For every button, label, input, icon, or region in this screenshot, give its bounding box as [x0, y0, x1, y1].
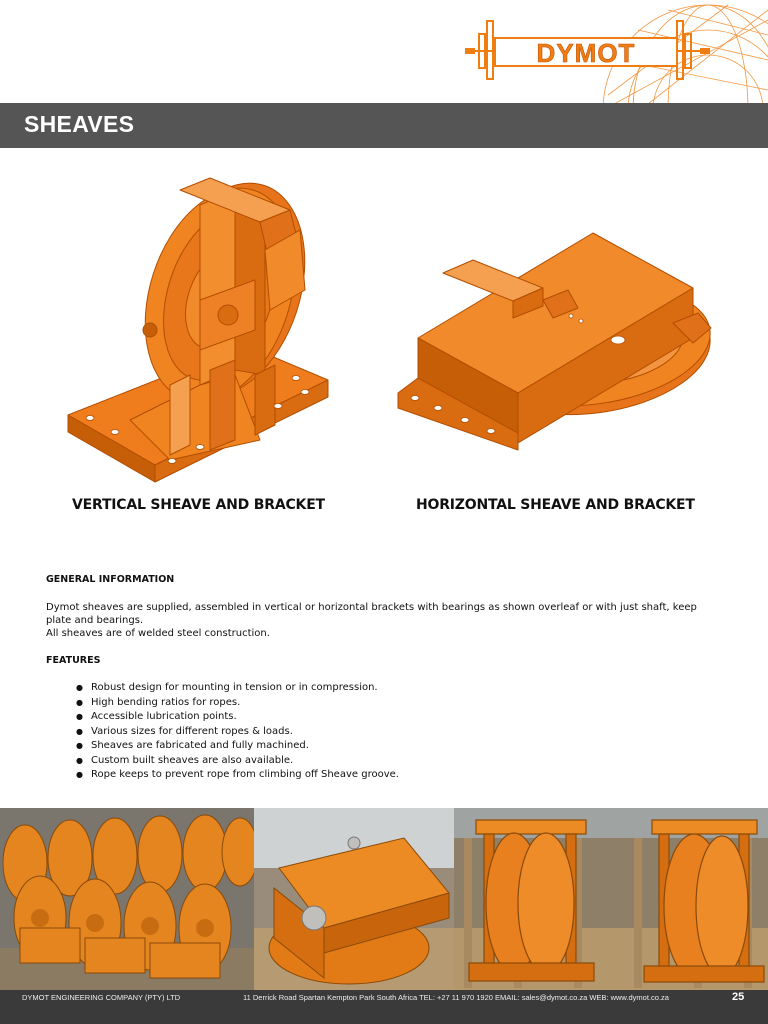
general-information-heading: GENERAL INFORMATION	[46, 574, 175, 585]
feature-item: ● Custom built sheaves are also available.	[76, 754, 399, 769]
general-line-3: All sheaves are of welded steel construction.	[46, 628, 270, 639]
logo-text: DYMOT	[536, 38, 636, 68]
footer-contact: 11 Derrick Road Spartan Kempton Park South Africa TEL: +27 11 970 1920 EMAIL: sales@dymot.co.za WEB: www.dymot.co.za	[243, 993, 669, 1002]
photo-vertical-sheaves-stack	[0, 808, 254, 990]
page-number: 25	[732, 991, 745, 1003]
features-heading: FEATURES	[46, 655, 101, 666]
vertical-sheave-illustration	[60, 170, 335, 485]
features-list	[76, 681, 399, 783]
vertical-sheave-caption: VERTICAL SHEAVE AND BRACKET	[72, 497, 325, 513]
feature-item: ● High bending ratios for ropes.	[76, 696, 399, 711]
photo-twin-vertical-sheaves	[454, 808, 768, 990]
horizontal-sheave-illustration	[393, 228, 718, 456]
feature-item: ● Sheaves are fabricated and fully machined.	[76, 739, 399, 754]
horizontal-sheave-caption: HORIZONTAL SHEAVE AND BRACKET	[416, 497, 695, 513]
dymot-logo	[465, 16, 710, 86]
general-line-2: plate and bearings.	[46, 615, 144, 626]
section-title-bar	[0, 103, 768, 148]
feature-item: ● Robust design for mounting in tension or in compression.	[76, 681, 399, 696]
feature-item: ● Rope keeps to prevent rope from climbing off Sheave groove.	[76, 768, 399, 783]
photo-horizontal-sheave	[254, 808, 454, 990]
feature-item: ● Accessible lubrication points.	[76, 710, 399, 725]
page-footer	[0, 990, 768, 1024]
general-information-text	[46, 601, 736, 640]
footer-company: DYMOT ENGINEERING COMPANY (PTY) LTD	[22, 993, 181, 1002]
product-photo-strip	[0, 808, 768, 990]
general-line-1: Dymot sheaves are supplied, assembled in vertical or horizontal brackets with bearings as shown overleaf or with just shaft, keep	[46, 602, 697, 613]
page-title: SHEAVES	[24, 111, 135, 137]
feature-item: ● Various sizes for different ropes & loads.	[76, 725, 399, 740]
